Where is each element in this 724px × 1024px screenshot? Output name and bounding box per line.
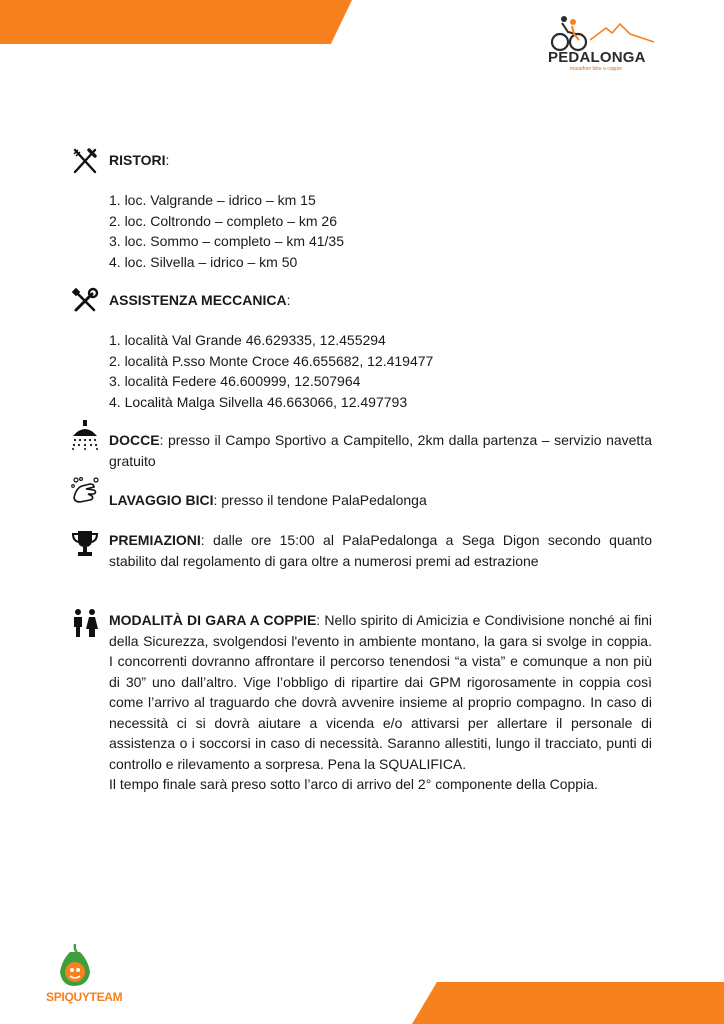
modalita-title: MODALITÀ DI GARA A COPPIE [109,612,317,628]
lavaggio-title: LAVAGGIO BICI [109,492,214,508]
lavaggio-text: : presso il tendone PalaPedalonga [213,492,427,508]
list-item: 3. loc. Sommo – completo – km 41/35 [109,233,344,249]
brand-name: PEDALONGA [548,49,646,66]
list-item: 2. loc. Coltrondo – completo – km 26 [109,212,338,229]
modalita-text-final: Il tempo finale sarà preso sotto l’arco di arrivo del 2° componente della Coppia. [109,776,598,792]
assistenza-list [109,330,433,412]
spiquyteam-logo [44,942,123,1008]
ristori-title: RISTORI [109,152,166,168]
cyclists-mountain-icon [546,12,658,52]
docce-title: DOCCE [109,432,160,448]
brand-tagline: marathon bike a coppie [570,66,622,72]
top-orange-band [0,0,352,44]
assistenza-title: ASSISTENZA MECCANICA [109,292,287,308]
list-item: 4. loc. Silvella – idrico – km 50 [109,253,298,270]
sponsor-name: SPIQUYTEAM [46,990,123,1004]
pepper-mascot-icon [44,942,116,990]
couple-icon [70,608,100,638]
pedalonga-logo [546,12,658,74]
fork-knife-icon [70,146,100,176]
shower-icon [70,420,100,450]
hand-washing-icon [70,476,100,506]
list-item: 2. località P.sso Monte Croce 46.655682, 12.419477 [109,352,434,369]
docce-text: : presso il Campo Sportivo a Campitello, 2km dalla partenza – servizio navetta gratuito [109,432,652,469]
list-item: 4. Località Malga Silvella 46.663066, 12.497793 [109,393,408,410]
trophy-icon [70,528,100,558]
bottom-orange-band [412,982,724,1024]
premiazioni-title: PREMIAZIONI [109,532,201,548]
list-item: 1. località Val Grande 46.629335, 12.455294 [109,332,386,348]
list-item: 3. località Federe 46.600999, 12.507964 [109,373,361,389]
ristori-list [109,190,344,272]
wrench-screwdriver-icon [70,286,100,316]
modalita-text: : Nello spirito di Amicizia e Condivisione nonché ai fini della Sicurezza, svolgendosi l'evento in ambiente montano, la gara si svolge in coppia. I concorrenti dovranno affrontare il percorso tenendosi “a vista” e comunque a non più di 30” uno dall’altro. Vige l’obbligo di ripartire dai GPM rigorosamente in coppia così come l’arrivo al traguardo che dovrà avvenire insieme al proprio compagno. In caso di necessità ci si dovrà aiutare a vicenda e/o attivarsi per allertare il personale di assistenza o i soccorsi in caso di necessità. Saranno allestiti, lungo il tracciato, punti di controllo e rilevamento a sorpresa. Pena la SQUALIFICA. [109,612,652,772]
list-item: 1. loc. Valgrande – idrico – km 15 [109,192,316,208]
premiazioni-text: : dalle ore 15:00 al PalaPedalonga a Sega Digon secondo quanto stabilito dal regolamento di gara oltre a numerosi premi ad estrazione [109,532,652,569]
